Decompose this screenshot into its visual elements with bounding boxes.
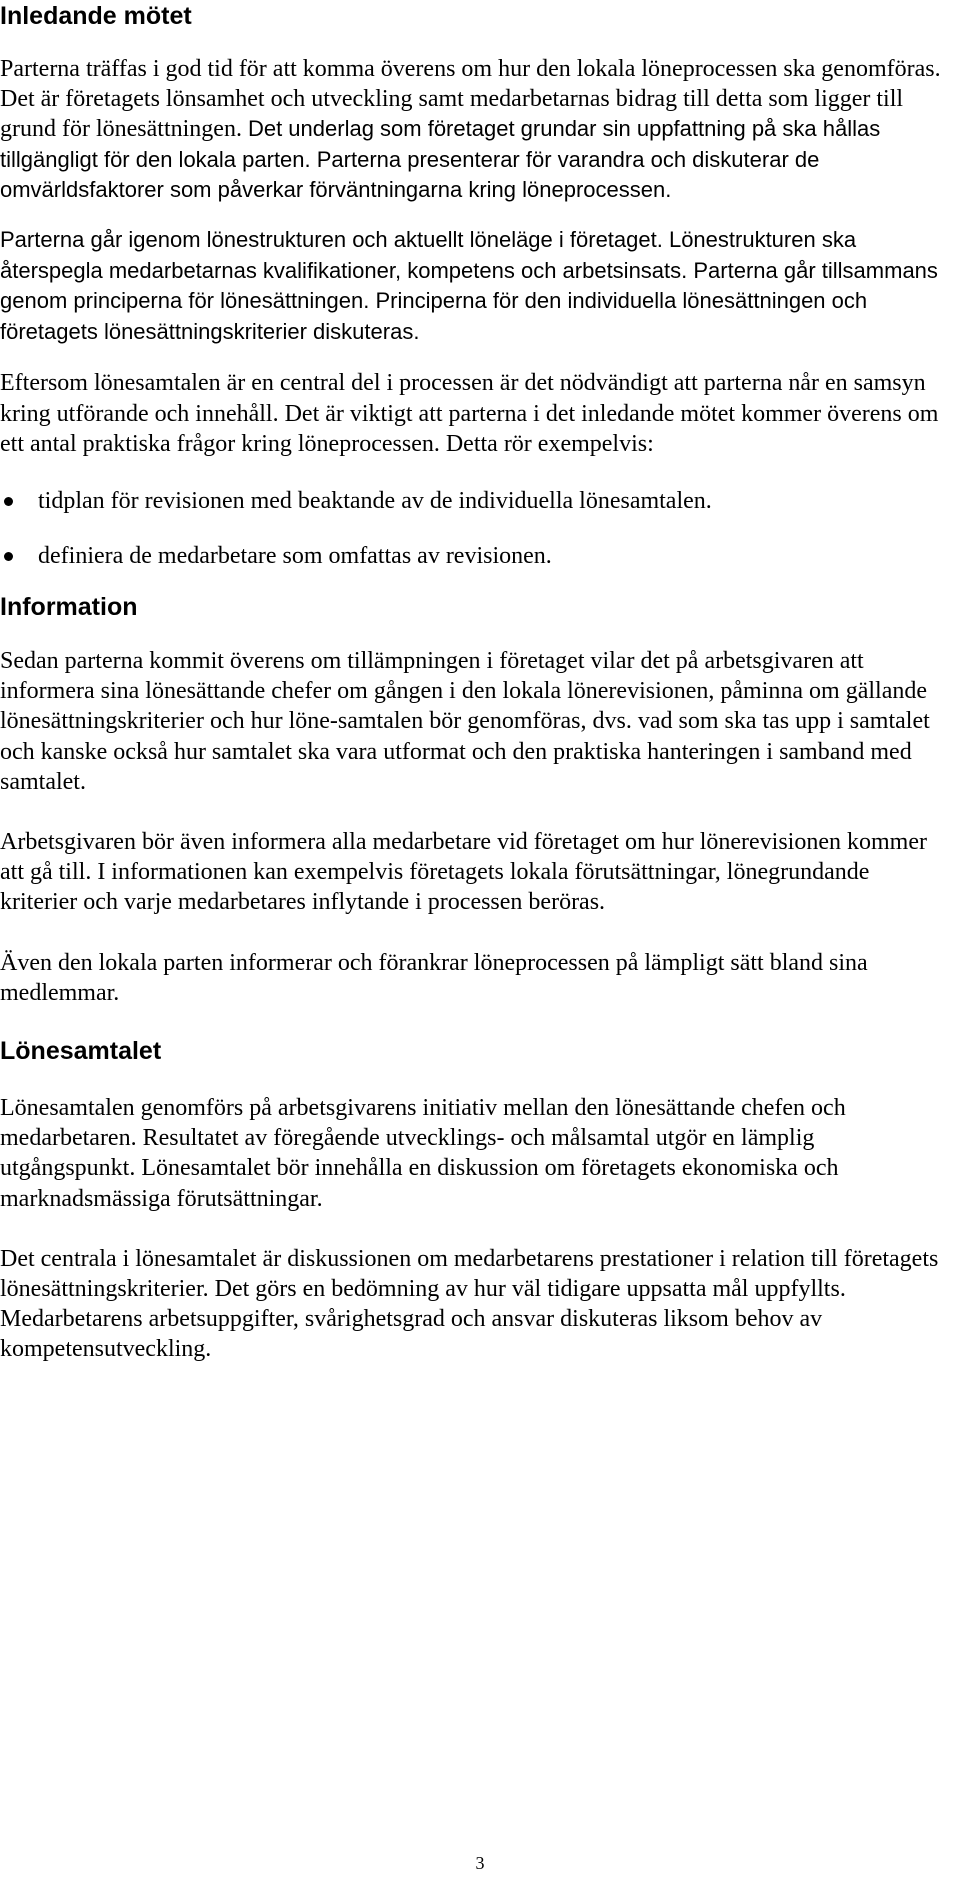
heading-lonesamtalet: Lönesamtalet (0, 1037, 162, 1066)
list-item-text: definiera de medarbetare som omfattas av revisionen. (38, 543, 552, 569)
paragraph-inledande-1b: Det underlag som företaget grundar sin uppfattning på ska hållas tillgängligt för den lokala parten. Parterna presenterar för varandra och diskuterar de omvärldsfaktorer som påverkar förväntningarna kring löneprocessen. (0, 116, 881, 202)
bullet-icon (4, 552, 13, 561)
bullet-icon (4, 497, 13, 506)
list-item-text: tidplan för revisionen med beaktande av de individuella lönesamtalen. (38, 488, 712, 514)
list-item (0, 541, 952, 571)
paragraph-inledande-2: Parterna går igenom lönestrukturen och aktuellt löneläge i företaget. Lönestrukturen ska återspegla medarbetarnas kvalifikationer, kompetens och arbetsinsats. Parterna går tillsammans genom principerna för lönesättningen. Principerna för den individuella lönesättningen och företagets lönesättningskriterier diskuteras. (0, 227, 938, 344)
bullet-list (0, 486, 952, 571)
paragraph-inledande-1 (0, 54, 952, 205)
heading-information: Information (0, 593, 138, 621)
heading-inledande-motet: Inledande mötet (0, 2, 192, 30)
paragraph-inledande-1a: Parterna träffas i god tid för att komma överens om hur den lokala löneprocessen ska genomföras. Det är företagets lönsamhet och utveckling samt medarbetarnas bidrag till detta som ligger till grund för lönesättningen. (0, 56, 941, 143)
paragraph-lonesamtalet-2: Det centrala i lönesamtalet är diskussionen om medarbetarens prestationer i relation till företagets lönesättningskriterier. Det görs en bedömning av hur väl tidigare uppsatta mål uppfyllts. Medarbetarens arbetsuppgifter, svårighetsgrad och ansvar diskuteras liksom behov av kompetensutveckling. (0, 1245, 939, 1363)
paragraph-information-3: Även den lokala parten informerar och förankrar löneprocessen på lämpligt sätt bland sina medlemmar. (0, 949, 868, 1006)
paragraph-information-2: Arbetsgivaren bör även informera alla medarbetare vid företaget om hur lönerevisionen kommer att gå till. I informationen kan exempelvis företagets lokala förutsättningar, lönegrundande kriterier och varje medarbetares inflytande i processen beröras. (0, 829, 927, 916)
paragraph-lonesamtalet-1: Lönesamtalen genomförs på arbetsgivarens initiativ mellan den lönesättande chefen och medarbetaren. Resultatet av föregående utvecklings- och målsamtal utgör en lämplig utgångspunkt. Lönesamtalet bör innehålla en diskussion om företagets ekonomiska och marknadsmässiga förutsättningar. (0, 1095, 846, 1212)
list-item (0, 486, 952, 516)
page-number: 3 (475, 1853, 485, 1873)
paragraph-inledande-3: Eftersom lönesamtalen är en central del i processen är det nödvändigt att parterna når en samsyn kring utförande och innehåll. Det är viktigt att parterna i det inledande mötet kommer överens om ett antal praktiska frågor kring löneprocessen. Detta rör exempelvis: (0, 370, 939, 457)
paragraph-information-1: Sedan parterna kommit överens om tillämpningen i företaget vilar det på arbetsgivaren att informera sina lönesättande chefer om gången i den lokala lönerevisionen, påminna om gällande lönesättningskriterier och hur löne-samtalen bör genomföras, dvs. vad som ska tas upp i samtalet och kanske också hur samtalet ska vara utformat och den praktiska hanteringen i samband med samtalet. (0, 648, 930, 795)
